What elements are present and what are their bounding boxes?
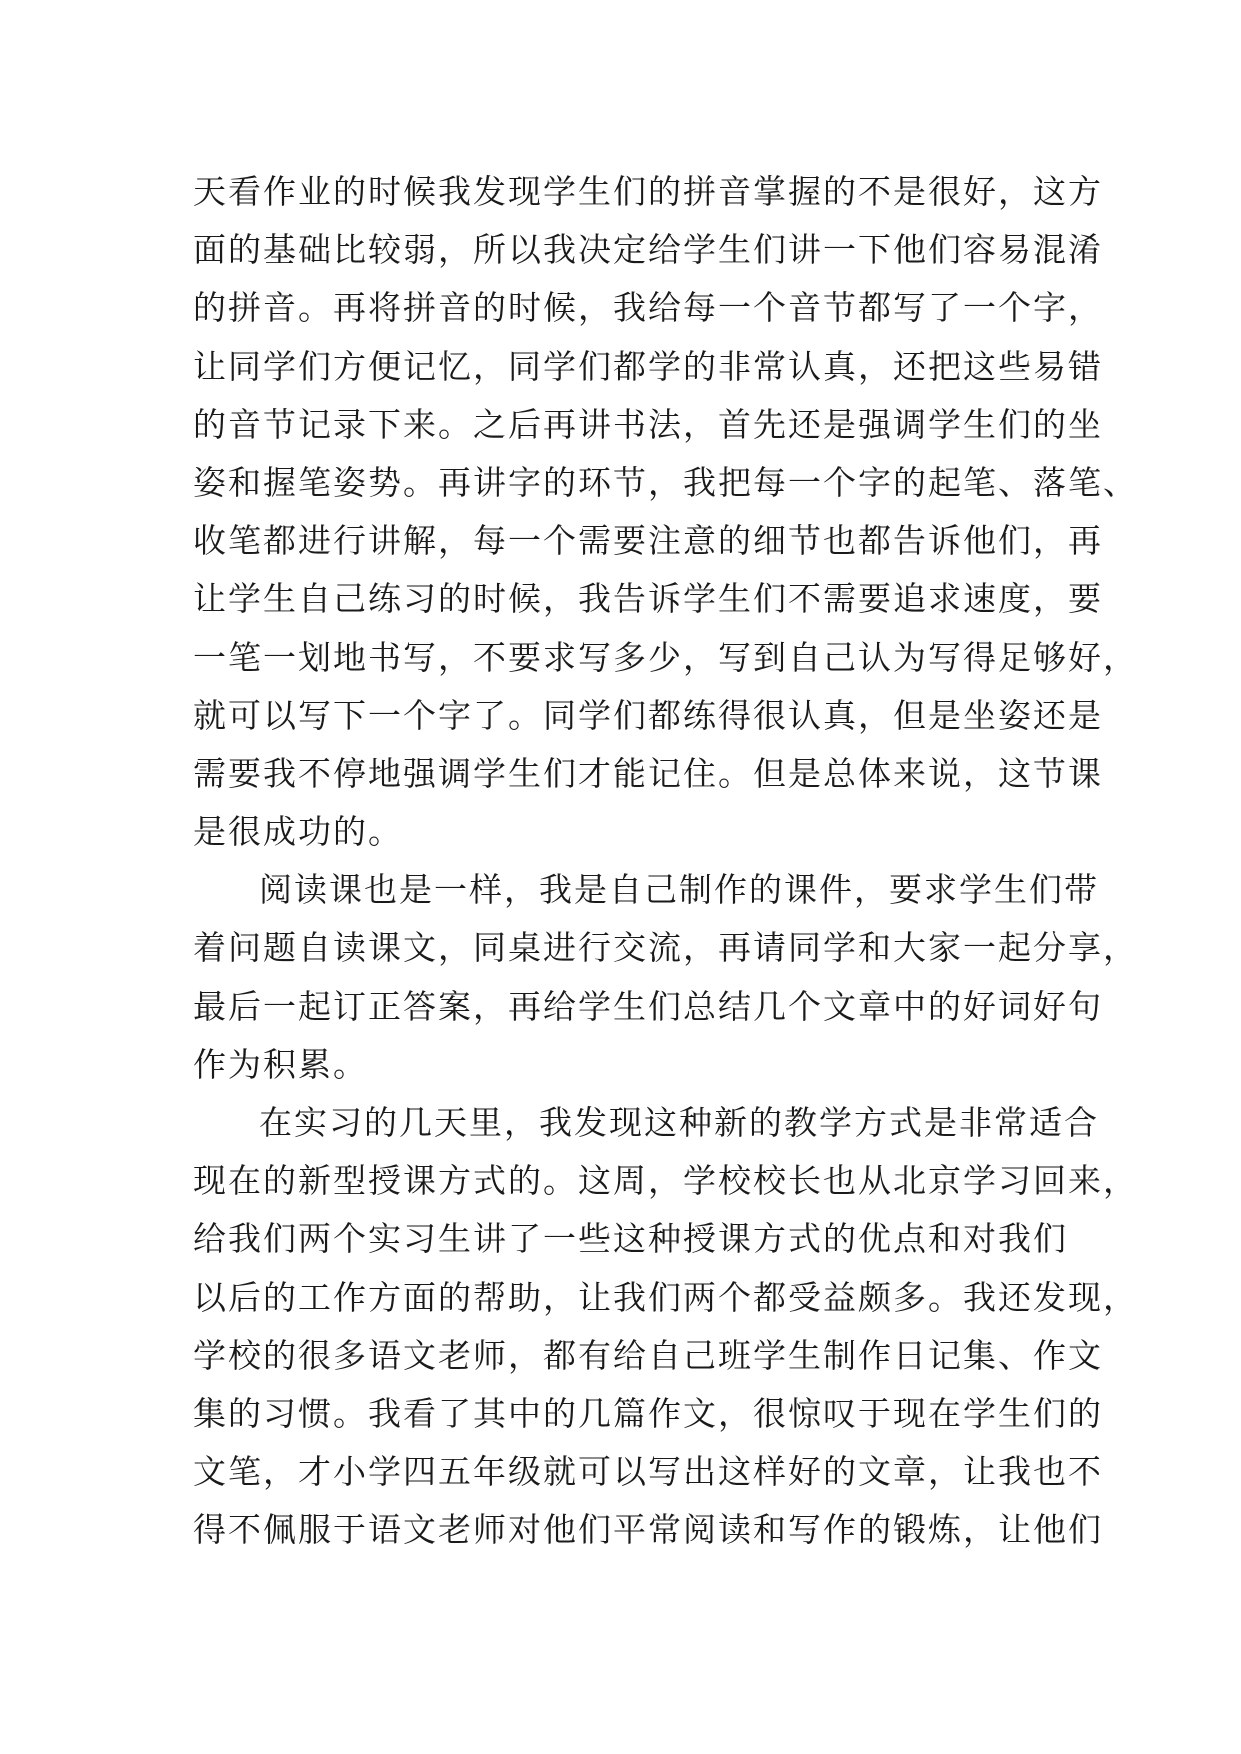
text-line: 文笔，才小学四五年级就可以写出这样好的文章，让我也不 — [193, 1452, 1103, 1492]
text-line: 是很成功的。 — [193, 812, 403, 852]
paragraph — [193, 861, 1138, 1094]
text-line: 姿和握笔姿势。再讲字的环节，我把每一个字的起笔、落笔、 — [193, 462, 1138, 502]
text-line: 作为积累。 — [193, 1044, 368, 1084]
text-line: 需要我不停地强调学生们才能记住。但是总体来说，这节课 — [193, 753, 1103, 793]
text-line: 让学生自己练习的时候，我告诉学生们不需要追求速度，要 — [193, 579, 1103, 619]
text-line: 阅读课也是一样，我是自己制作的课件，要求学生们带 — [259, 870, 1099, 910]
text-line: 着问题自读课文，同桌进行交流，再请同学和大家一起分享， — [193, 928, 1138, 968]
text-line: 就可以写下一个字了。同学们都练得很认真，但是坐姿还是 — [193, 695, 1103, 735]
paragraph — [193, 163, 1138, 861]
text-line: 学校的很多语文老师，都有给自己班学生制作日记集、作文 — [193, 1335, 1103, 1375]
text-line: 集的习惯。我看了其中的几篇作文，很惊叹于现在学生们的 — [193, 1393, 1103, 1433]
text-line: 的音节记录下来。之后再讲书法，首先还是强调学生们的坐 — [193, 404, 1103, 444]
document-body — [193, 163, 1138, 1560]
text-line: 一笔一划地书写，不要求写多少，写到自己认为写得足够好， — [193, 637, 1138, 677]
text-line: 最后一起订正答案，再给学生们总结几个文章中的好词好句 — [193, 986, 1103, 1026]
text-line: 收笔都进行讲解，每一个需要注意的细节也都告诉他们，再 — [193, 521, 1103, 561]
paragraph — [193, 1094, 1138, 1560]
text-line: 现在的新型授课方式的。这周，学校校长也从北京学习回来， — [193, 1161, 1138, 1201]
text-line: 的拼音。再将拼音的时候，我给每一个音节都写了一个字， — [193, 288, 1103, 328]
text-line: 以后的工作方面的帮助，让我们两个都受益颇多。我还发现， — [193, 1277, 1138, 1317]
text-line: 面的基础比较弱，所以我决定给学生们讲一下他们容易混淆 — [193, 230, 1103, 270]
text-line: 让同学们方便记忆，同学们都学的非常认真，还把这些易错 — [193, 346, 1103, 386]
text-line: 天看作业的时候我发现学生们的拼音掌握的不是很好，这方 — [193, 172, 1103, 211]
text-line: 得不佩服于语文老师对他们平常阅读和写作的锻炼，让他们 — [193, 1510, 1103, 1550]
text-line: 给我们两个实习生讲了一些这种授课方式的优点和对我们 — [193, 1219, 1068, 1259]
text-line: 在实习的几天里，我发现这种新的教学方式是非常适合 — [259, 1103, 1099, 1142]
